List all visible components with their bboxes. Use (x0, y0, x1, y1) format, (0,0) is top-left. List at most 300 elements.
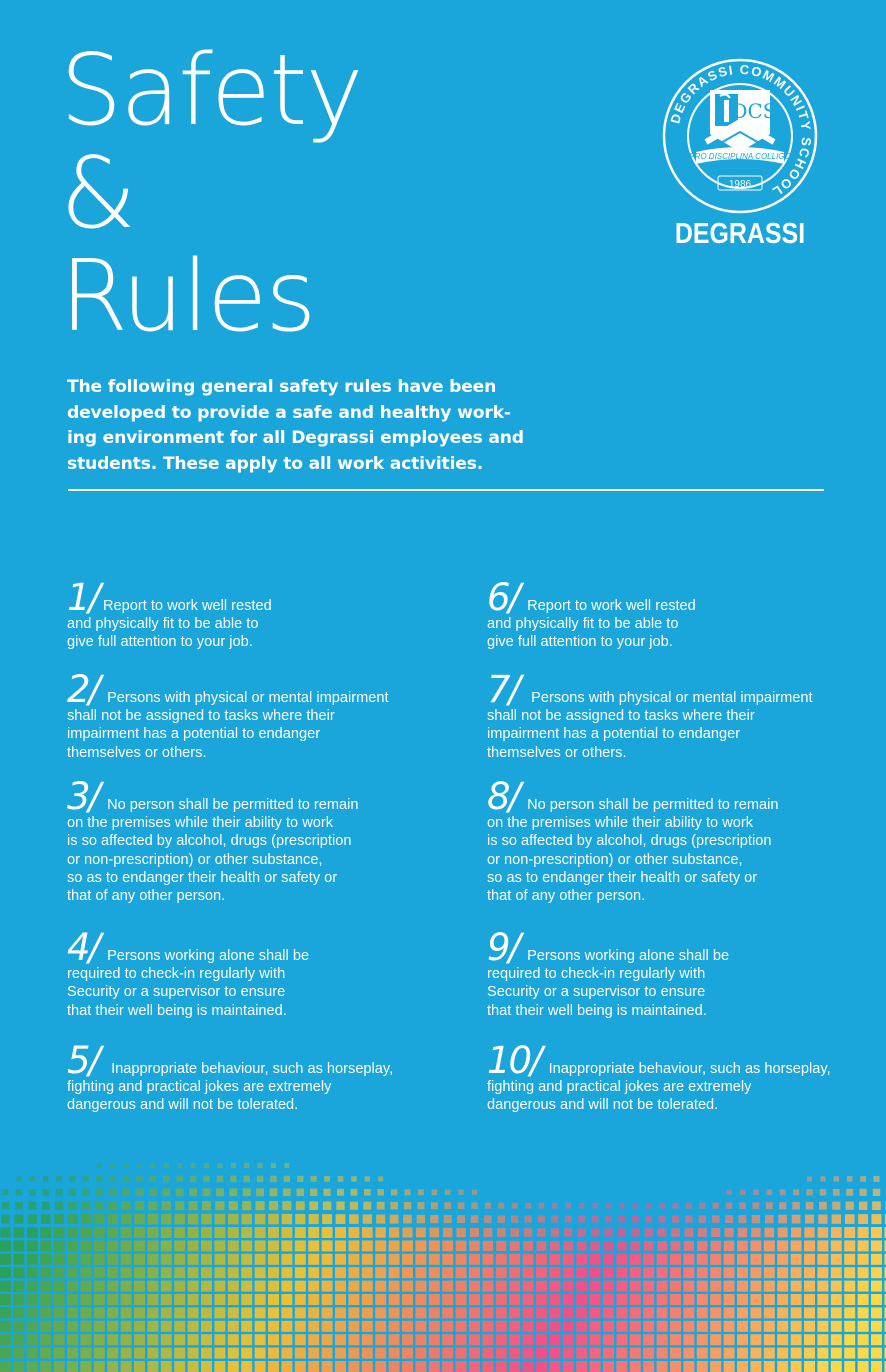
mosaic-tile (576, 1334, 587, 1345)
mosaic-tile (308, 1307, 319, 1318)
mosaic-tile (469, 1294, 480, 1305)
mosaic-tile (55, 1201, 63, 1209)
mosaic-tile (174, 1307, 185, 1318)
mosaic-tile (737, 1334, 748, 1345)
mosaic-tile (551, 1228, 559, 1236)
mosaic-tile (80, 1267, 91, 1278)
mosaic-tile (241, 1334, 252, 1345)
mosaic-tile (697, 1281, 708, 1292)
mosaic-tile (148, 1214, 159, 1225)
mosaic-tile (137, 1163, 142, 1168)
mosaic-tile (643, 1361, 654, 1372)
rule-text-line: Persons with physical or mental impairment (523, 690, 813, 706)
mosaic-tile (243, 1188, 251, 1196)
mosaic-tile (94, 1321, 105, 1332)
mosaic-tile (699, 1215, 706, 1222)
mosaic-tile (670, 1334, 681, 1345)
mosaic-tile (242, 1201, 251, 1210)
mosaic-tile (683, 1334, 694, 1345)
mosaic-tile (54, 1281, 65, 1292)
title-line-rules: Rules (60, 240, 315, 354)
mosaic-tile (54, 1294, 65, 1305)
rule-text-line: that their well being is maintained. (487, 1002, 707, 1019)
mosaic-tile (631, 1228, 639, 1236)
mosaic-tile (335, 1321, 346, 1332)
mosaic-tile (375, 1307, 386, 1318)
mosaic-tile (563, 1348, 574, 1359)
mosaic-tile (402, 1267, 413, 1278)
mosaic-tile (710, 1321, 721, 1332)
mosaic-tile (364, 1189, 371, 1196)
mosaic-tile (281, 1240, 292, 1251)
mosaic-tile (549, 1334, 560, 1345)
mosaic-tile (230, 1176, 237, 1183)
mosaic-tile (442, 1321, 453, 1332)
mosaic-tile (846, 1189, 853, 1196)
mosaic-tile (134, 1361, 145, 1372)
mosaic-tile (95, 1201, 104, 1210)
mosaic-tile (363, 1214, 372, 1223)
rule-item-2 (67, 668, 467, 762)
mosaic-tile (496, 1321, 507, 1332)
mosaic-tile (552, 1203, 558, 1209)
mosaic-tile (469, 1254, 480, 1265)
mosaic-tile (750, 1334, 761, 1345)
mosaic-tile (375, 1321, 386, 1332)
mosaic-tile (442, 1240, 453, 1251)
mosaic-tile (458, 1190, 463, 1195)
mosaic-tile (322, 1281, 333, 1292)
rule-text-line: so as to endanger their health or safety or (487, 869, 758, 886)
mosaic-tile (214, 1321, 225, 1332)
mosaic-tile (592, 1203, 598, 1209)
mosaic-tile (871, 1267, 882, 1278)
mosaic-tile (40, 1267, 51, 1278)
rule-item-5 (67, 1039, 467, 1115)
mosaic-tile (778, 1228, 788, 1238)
mosaic-tile (402, 1321, 413, 1332)
mosaic-tile (215, 1214, 226, 1225)
rule-text-line: on the premises while their ability to work (487, 815, 754, 832)
mosaic-tile (338, 1176, 344, 1182)
mosaic-tile (134, 1281, 145, 1292)
mosaic-tile (806, 1202, 814, 1210)
mosaic-tile (684, 1241, 694, 1251)
mosaic-tile (859, 1201, 868, 1210)
mosaic-tile (174, 1227, 185, 1238)
mosaic-tile (27, 1307, 38, 1318)
mosaic-tile (402, 1334, 413, 1345)
mosaic-tile (67, 1294, 78, 1305)
mosaic-tile (860, 1189, 867, 1196)
mosaic-tile (603, 1294, 614, 1305)
intro-line: The following general safety rules have been (67, 377, 497, 397)
mosaic-tile (858, 1334, 869, 1345)
mosaic-tile (283, 1188, 291, 1196)
mosaic-tile (737, 1241, 748, 1252)
mosaic-tile (228, 1240, 239, 1251)
mosaic-tile (832, 1202, 840, 1210)
mosaic-tile (375, 1281, 386, 1292)
rule-text-line: Inappropriate behaviour, such as horseplay, (544, 1061, 831, 1077)
mosaic-tile (134, 1240, 145, 1251)
mosaic-tile (404, 1189, 410, 1195)
mosaic-tile (67, 1348, 78, 1359)
mosaic-tile (831, 1307, 842, 1318)
mosaic-tile (309, 1214, 319, 1224)
mosaic-tile (871, 1254, 882, 1265)
mosaic-tile (348, 1227, 359, 1238)
mosaic-tile (201, 1348, 212, 1359)
mosaic-tile (831, 1227, 842, 1238)
mosaic-tile (174, 1240, 185, 1251)
mosaic-tile (203, 1188, 211, 1196)
mosaic-tile (295, 1254, 306, 1265)
mosaic-tile (497, 1228, 506, 1237)
mosaic-tile (844, 1361, 855, 1372)
mosaic-tile (241, 1254, 252, 1265)
mosaic-tile (766, 1202, 773, 1209)
mosaic-tile (457, 1215, 465, 1223)
mosaic-tile (670, 1307, 681, 1318)
rule-text-line: Report to work well rested (523, 598, 696, 614)
mosaic-tile (683, 1281, 694, 1292)
mosaic-tile (188, 1254, 199, 1265)
mosaic-tile (496, 1267, 507, 1278)
mosaic-tile (643, 1321, 654, 1332)
mosaic-tile (711, 1241, 721, 1251)
mosaic-tile (509, 1334, 520, 1345)
mosaic-tile (777, 1307, 788, 1318)
mosaic-tile (591, 1228, 599, 1236)
mosaic-tile (335, 1361, 346, 1372)
mosaic-tile (377, 1202, 385, 1210)
mosaic-tile (737, 1281, 748, 1292)
mosaic-tile (752, 1215, 760, 1223)
mosaic-tile (241, 1348, 252, 1359)
mosaic-tile (147, 1254, 158, 1265)
rule-item-8 (487, 775, 886, 905)
mosaic-tile (432, 1190, 438, 1196)
mosaic-tile (670, 1361, 681, 1372)
mosaic-tile (804, 1361, 815, 1372)
mosaic-tile (523, 1321, 534, 1332)
mosaic-tile (67, 1361, 78, 1372)
mosaic-tile (107, 1240, 118, 1251)
mosaic-tile (216, 1188, 224, 1196)
mosaic-tile (147, 1294, 158, 1305)
mosaic-tile (0, 1227, 10, 1237)
mosaic-tile (257, 1176, 264, 1183)
mosaic-tile (122, 1188, 130, 1196)
rule-text-line: give full attention to your job. (487, 634, 673, 651)
mosaic-tile (539, 1203, 545, 1209)
mosaic-tile (777, 1281, 788, 1292)
mosaic-tile (54, 1254, 65, 1265)
mosaic-tile (429, 1240, 440, 1251)
rule-text-line: No person shall be permitted to remain (523, 797, 779, 813)
mosaic-tile (525, 1216, 532, 1223)
mosaic-tile (67, 1267, 78, 1278)
mosaic-tile (174, 1334, 185, 1345)
mosaic-tile (764, 1307, 775, 1318)
rule-text-line: and physically fit to be able to (67, 616, 259, 633)
mosaic-tile (523, 1334, 534, 1345)
mosaic-tile (605, 1216, 612, 1223)
mosaic-tile (429, 1321, 440, 1332)
mosaic-tile (134, 1254, 145, 1265)
mosaic-tile (56, 1176, 62, 1182)
mosaic-tile (96, 1176, 102, 1182)
mosaic-tile (525, 1203, 531, 1209)
mosaic-tile (121, 1307, 132, 1318)
mosaic-tile (858, 1307, 869, 1318)
mosaic-tile (549, 1294, 560, 1305)
seal-monogram: DCS (731, 99, 777, 123)
mosaic-tile (847, 1176, 853, 1182)
mosaic-tile (860, 1176, 866, 1182)
mosaic-tile (174, 1348, 185, 1359)
mosaic-tile (348, 1361, 359, 1372)
mosaic-tile (616, 1334, 627, 1345)
mosaic-tile (161, 1267, 172, 1278)
mosaic-tile (281, 1307, 292, 1318)
mosaic-tile (792, 1215, 801, 1224)
mosaic-tile (217, 1163, 222, 1168)
mosaic-tile (415, 1334, 426, 1345)
mosaic-tile (617, 1241, 627, 1251)
mosaic-tile (174, 1254, 185, 1265)
mosaic-tile (255, 1307, 266, 1318)
mosaic-tile (523, 1361, 534, 1372)
mosaic-tile (509, 1321, 520, 1332)
mosaic-tile (765, 1215, 773, 1223)
mosaic-tile (844, 1307, 855, 1318)
mosaic-tile (188, 1227, 199, 1238)
rule-text-line: that of any other person. (67, 888, 226, 905)
mosaic-tile (0, 1294, 11, 1305)
mosaic-tile (724, 1281, 735, 1292)
mosaic-tile (121, 1321, 132, 1332)
mosaic-tile (80, 1227, 91, 1238)
mosaic-tile (243, 1176, 250, 1183)
mosaic-tile (67, 1307, 78, 1318)
mosaic-tile (389, 1361, 400, 1372)
mosaic-tile (40, 1348, 51, 1359)
mosaic-tile (817, 1348, 828, 1359)
mosaic-tile (630, 1307, 641, 1318)
mosaic-tile (149, 1188, 157, 1196)
mosaic-tile (228, 1334, 239, 1345)
mosaic-tile (161, 1361, 172, 1372)
mosaic-tile (670, 1321, 681, 1332)
mosaic-tile (134, 1267, 145, 1278)
rule-text-line: shall not be assigned to tasks where their (67, 708, 335, 725)
mosaic-tile (456, 1294, 467, 1305)
mosaic-tile (188, 1240, 199, 1251)
mosaic-tile (201, 1281, 212, 1292)
mosaic-tile (268, 1254, 279, 1265)
mosaic-tile (456, 1307, 467, 1318)
mosaic-tile (523, 1267, 534, 1278)
mosaic-tile (606, 1203, 612, 1209)
mosaic-tile (258, 1163, 263, 1168)
mosaic-tile (147, 1361, 158, 1372)
mosaic-tile (281, 1227, 292, 1238)
mosaic-tile (590, 1361, 601, 1372)
mosaic-tile (590, 1267, 601, 1278)
mosaic-tile (429, 1348, 440, 1359)
mosaic-tile (858, 1348, 869, 1359)
mosaic-tile (496, 1254, 507, 1265)
mosaic-tile (68, 1201, 77, 1210)
mosaic-tile (81, 1201, 90, 1210)
mosaic-tile (147, 1307, 158, 1318)
mosaic-tile (309, 1201, 318, 1210)
mosaic-tile (858, 1294, 869, 1305)
mosaic-tile (630, 1281, 641, 1292)
mosaic-tile (576, 1307, 587, 1318)
mosaic-tile (616, 1321, 627, 1332)
mosaic-tile (268, 1321, 279, 1332)
mosaic-tile (295, 1307, 306, 1318)
mosaic-tile (482, 1307, 493, 1318)
mosaic-tile (27, 1267, 38, 1278)
mosaic-tile (67, 1321, 78, 1332)
mosaic-tile (29, 1189, 36, 1196)
mosaic-tile (228, 1348, 239, 1359)
mosaic-tile (509, 1254, 520, 1265)
mosaic-tile (764, 1254, 775, 1265)
mosaic-tile (737, 1307, 748, 1318)
mosaic-tile (603, 1254, 614, 1265)
mosaic-tile (0, 1348, 11, 1359)
mosaic-tile (40, 1281, 51, 1292)
mosaic-tile (241, 1281, 252, 1292)
mosaic-tile (255, 1201, 264, 1210)
mosaic-tile (643, 1334, 654, 1345)
mosaic-tile (308, 1227, 319, 1238)
mosaic-tile (603, 1281, 614, 1292)
mosaic-tile (643, 1294, 654, 1305)
mosaic-tile (228, 1214, 239, 1225)
mosaic-tile (616, 1361, 627, 1372)
mosaic-tile (844, 1227, 855, 1238)
mosaic-tile (229, 1201, 238, 1210)
mosaic-tile (683, 1254, 694, 1265)
mosaic-tile (67, 1240, 78, 1251)
mosaic-tile (778, 1215, 787, 1224)
mosaic-tile (228, 1227, 239, 1238)
mosaic-tile (804, 1307, 815, 1318)
mosaic-tile (201, 1227, 212, 1238)
mosaic-tile (14, 1215, 23, 1224)
mosaic-tile (188, 1361, 199, 1372)
mosaic-tile (390, 1215, 399, 1224)
mosaic-tile (308, 1281, 319, 1292)
mosaic-tile (633, 1203, 639, 1209)
mosaic-tile (214, 1307, 225, 1318)
mosaic-tile (415, 1281, 426, 1292)
mosaic-tile (284, 1176, 290, 1182)
mosaic-tile (683, 1307, 694, 1318)
intro-line: developed to provide a safe and healthy work- (67, 402, 511, 423)
mosaic-tile (831, 1334, 842, 1345)
mosaic-tile (389, 1267, 400, 1278)
mosaic-tile (496, 1361, 507, 1372)
mosaic-tile (295, 1227, 306, 1238)
mosaic-tile (189, 1188, 197, 1196)
mosaic-tile (592, 1216, 599, 1223)
mosaic-tile (871, 1307, 882, 1318)
mosaic-tile (268, 1281, 279, 1292)
mosaic-tile (308, 1334, 319, 1345)
mosaic-tile (509, 1281, 520, 1292)
mosaic-tile (685, 1215, 692, 1222)
mosaic-tile (214, 1254, 225, 1265)
mosaic-tile (549, 1307, 560, 1318)
mosaic-tile (603, 1348, 614, 1359)
mosaic-tile (188, 1281, 199, 1292)
mosaic-tile (563, 1321, 574, 1332)
mosaic-tile (710, 1267, 721, 1278)
mosaic-tile (710, 1294, 721, 1305)
mosaic-tile (375, 1254, 386, 1265)
mosaic-tile (670, 1267, 681, 1278)
mosaic-tile (54, 1267, 65, 1278)
mosaic-tile (429, 1334, 440, 1345)
mosaic-tile (335, 1281, 346, 1292)
mosaic-tile (42, 1202, 50, 1210)
mosaic-tile (54, 1348, 65, 1359)
mosaic-tile (281, 1321, 292, 1332)
mosaic-tile (791, 1294, 802, 1305)
mosaic-tile (67, 1227, 78, 1238)
mosaic-tile (40, 1361, 51, 1372)
mosaic-tile (804, 1334, 815, 1345)
mosaic-tile (510, 1241, 520, 1251)
mosaic-tile (402, 1348, 413, 1359)
mosaic-tile (443, 1228, 452, 1237)
mosaic-tile (751, 1228, 761, 1238)
mosaic-tile (16, 1176, 21, 1181)
mosaic-tile (673, 1203, 679, 1209)
mosaic-tile (724, 1307, 735, 1318)
mosaic-tile (308, 1267, 319, 1278)
mosaic-tile (846, 1202, 854, 1210)
mosaic-tile (308, 1348, 319, 1359)
mosaic-tile (107, 1254, 118, 1265)
mosaic-tile (429, 1254, 440, 1265)
mosaic-tile (121, 1348, 132, 1359)
mosaic-tile (805, 1215, 814, 1224)
mosaic-tile (630, 1334, 641, 1345)
mosaic-tile (750, 1348, 761, 1359)
mosaic-tile (777, 1294, 788, 1305)
mosaic-tile (121, 1281, 132, 1292)
mosaic-tile (750, 1267, 761, 1278)
mosaic-tile (335, 1334, 346, 1345)
mosaic-tile (268, 1240, 279, 1251)
mosaic-tile (350, 1189, 357, 1196)
mosaic-tile (858, 1267, 869, 1278)
mosaic-tile (766, 1189, 772, 1195)
mosaic-tile (255, 1361, 266, 1372)
mosaic-tile (161, 1321, 172, 1332)
mosaic-tile (764, 1321, 775, 1332)
mosaic-tile (147, 1334, 158, 1345)
mosaic-tile (643, 1267, 654, 1278)
